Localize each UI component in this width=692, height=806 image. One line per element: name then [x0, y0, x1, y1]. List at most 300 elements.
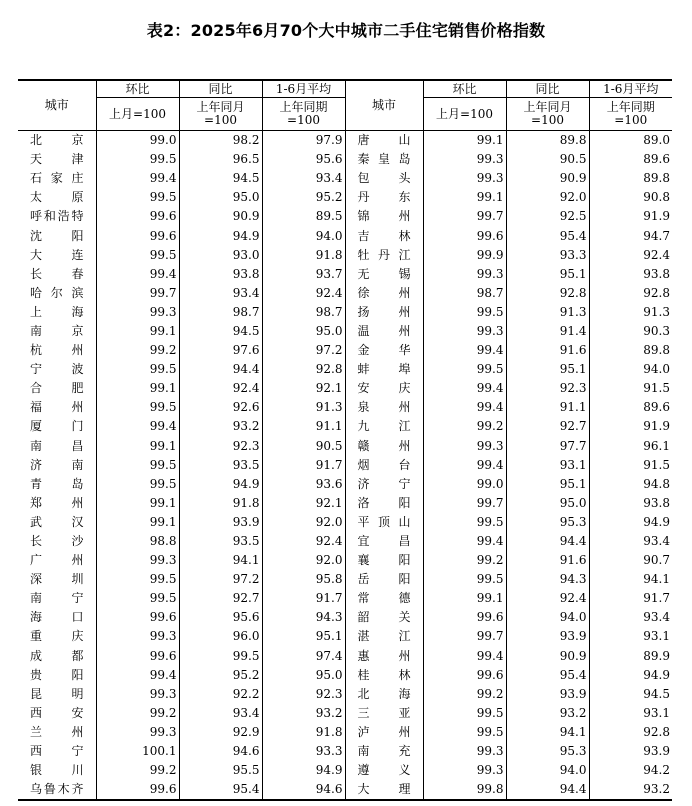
yoy-value-left: 97.2 [179, 570, 262, 589]
table-row [18, 475, 672, 494]
mom-value-left: 99.2 [96, 704, 179, 723]
table-row [18, 246, 672, 265]
yoy-value-left: 94.5 [179, 169, 262, 188]
city-name-left: 厦门 [18, 417, 96, 436]
mom-value-right: 99.7 [423, 627, 506, 646]
city-name-right: 秦皇岛 [345, 150, 423, 169]
header-yoy-right: 同比 [506, 80, 589, 98]
yoy-value-left: 92.4 [179, 379, 262, 398]
header-yoy-sub-line1: 上年同月 [196, 100, 245, 114]
avg-value-right: 91.9 [643, 209, 670, 224]
avg-value-right: 92.8 [643, 285, 670, 300]
avg-value-right: 89.6 [643, 152, 670, 167]
avg-value-left: 90.5 [262, 437, 345, 456]
table-row [18, 303, 672, 322]
table-row [18, 207, 672, 226]
avg-value-left: 92.0 [262, 551, 345, 570]
avg-value-right: 93.1 [643, 705, 670, 720]
mom-value-right: 99.4 [423, 341, 506, 360]
mom-value-left: 99.6 [96, 608, 179, 627]
mom-value-left: 99.5 [96, 188, 179, 207]
mom-value-right: 99.3 [423, 437, 506, 456]
yoy-value-left: 95.5 [179, 761, 262, 780]
header-yoy-sub-right [506, 98, 589, 131]
yoy-value-left: 92.2 [179, 685, 262, 704]
city-name-left: 石家庄 [18, 169, 96, 188]
table-row [18, 437, 672, 456]
table-row [18, 666, 672, 685]
city-name-right: 无锡 [345, 265, 423, 284]
yoy-value-right: 93.3 [506, 246, 589, 265]
mom-value-left: 99.3 [96, 685, 179, 704]
mom-value-left: 99.1 [96, 513, 179, 532]
mom-value-right: 99.4 [423, 456, 506, 475]
avg-value-left: 91.8 [262, 246, 345, 265]
avg-value-right: 91.9 [643, 419, 670, 434]
avg-value-right: 94.8 [643, 476, 670, 491]
yoy-value-right: 95.0 [506, 494, 589, 513]
table-row [18, 226, 672, 245]
header-mom-sub-right: 上月=100 [423, 98, 506, 131]
mom-value-left: 99.5 [96, 246, 179, 265]
mom-value-left: 99.4 [96, 417, 179, 436]
city-name-left: 南昌 [18, 437, 96, 456]
avg-value-right: 93.2 [589, 780, 672, 800]
city-name-right: 泸州 [345, 723, 423, 742]
city-name-left: 贵阳 [18, 666, 96, 685]
city-name-right: 济宁 [345, 475, 423, 494]
yoy-value-right: 91.6 [506, 551, 589, 570]
city-name-right: 惠州 [345, 647, 423, 666]
header-avg-sub-line1: 上年同期 [279, 100, 328, 114]
yoy-value-left: 92.6 [179, 398, 262, 417]
table-row [18, 761, 672, 780]
city-name-right: 徐州 [345, 284, 423, 303]
table-row [18, 341, 672, 360]
avg-value-left: 92.1 [262, 379, 345, 398]
yoy-value-left: 92.7 [179, 589, 262, 608]
yoy-value-right: 92.5 [506, 207, 589, 226]
avg-value-left: 94.6 [262, 780, 345, 800]
avg-value-right: 94.1 [643, 572, 670, 587]
yoy-value-left: 98.2 [179, 131, 262, 151]
table-row [18, 398, 672, 417]
city-name-left: 天津 [18, 150, 96, 169]
city-name-left: 西安 [18, 704, 96, 723]
city-name-left: 昆明 [18, 685, 96, 704]
yoy-value-right: 95.3 [506, 513, 589, 532]
mom-value-right: 99.2 [423, 551, 506, 570]
header-mom-left: 环比 [96, 80, 179, 98]
mom-value-left: 99.5 [96, 456, 179, 475]
city-name-left: 广州 [18, 551, 96, 570]
yoy-value-left: 95.0 [179, 188, 262, 207]
avg-value-left: 91.7 [262, 456, 345, 475]
yoy-value-left: 91.8 [179, 494, 262, 513]
mom-value-left: 99.6 [96, 207, 179, 226]
yoy-value-left: 95.4 [179, 780, 262, 800]
city-name-left: 大连 [18, 246, 96, 265]
avg-value-left: 92.3 [262, 685, 345, 704]
header-city-left: 城市 [18, 80, 96, 131]
yoy-value-left: 93.8 [179, 265, 262, 284]
avg-value-right: 89.0 [643, 133, 670, 148]
avg-value-left: 93.7 [262, 265, 345, 284]
city-name-right: 泉州 [345, 398, 423, 417]
header-avg-sub-line1: 上年同期 [606, 100, 655, 114]
city-name-left: 沈阳 [18, 226, 96, 245]
header-avg-left: 1-6月平均 [262, 80, 345, 98]
page-title: 表2：2025年6月70个大中城市二手住宅销售价格指数 [146, 21, 546, 40]
city-name-left: 西宁 [18, 742, 96, 761]
mom-value-right: 99.1 [423, 589, 506, 608]
table-row [18, 169, 672, 188]
avg-value-left: 97.4 [262, 647, 345, 666]
avg-value-right: 91.5 [643, 381, 670, 396]
avg-value-left: 92.8 [262, 360, 345, 379]
city-name-left: 南宁 [18, 589, 96, 608]
avg-value-left: 89.5 [262, 207, 345, 226]
mom-value-left: 99.1 [96, 494, 179, 513]
yoy-value-right: 97.7 [506, 437, 589, 456]
header-avg-sub-left [262, 98, 345, 131]
header-yoy-sub-line1: 上年同月 [523, 100, 572, 114]
table-body [18, 131, 672, 801]
yoy-value-left: 94.5 [179, 322, 262, 341]
table-row [18, 723, 672, 742]
mom-value-left: 99.3 [96, 551, 179, 570]
yoy-value-right: 91.6 [506, 341, 589, 360]
city-name-left: 宁波 [18, 360, 96, 379]
mom-value-left: 99.5 [96, 589, 179, 608]
avg-value-right: 94.5 [643, 686, 670, 701]
city-name-right: 蚌埠 [345, 360, 423, 379]
city-name-right: 南充 [345, 742, 423, 761]
avg-value-left: 95.0 [262, 322, 345, 341]
mom-value-right: 99.6 [423, 226, 506, 245]
city-name-right: 平顶山 [345, 513, 423, 532]
avg-value-right: 89.8 [643, 171, 670, 186]
avg-value-left: 92.4 [262, 532, 345, 551]
table-row [18, 322, 672, 341]
avg-value-left: 94.9 [262, 761, 345, 780]
avg-value-right: 93.8 [643, 495, 670, 510]
header-mom-sub-left: 上月=100 [96, 98, 179, 131]
city-name-left: 上海 [18, 303, 96, 322]
city-name-left: 长沙 [18, 532, 96, 551]
avg-value-left: 97.2 [262, 341, 345, 360]
city-name-right: 桂林 [345, 666, 423, 685]
header-yoy-sub-line2: =100 [204, 113, 237, 127]
table-row [18, 150, 672, 169]
yoy-value-right: 89.8 [506, 131, 589, 151]
yoy-value-left: 96.0 [179, 627, 262, 646]
table-row [18, 532, 672, 551]
mom-value-right: 99.3 [423, 742, 506, 761]
yoy-value-left: 93.4 [179, 704, 262, 723]
city-name-left: 海口 [18, 608, 96, 627]
yoy-value-left: 92.3 [179, 437, 262, 456]
mom-value-right: 99.5 [423, 513, 506, 532]
yoy-value-right: 91.1 [506, 398, 589, 417]
mom-value-right: 99.4 [423, 398, 506, 417]
header-yoy-sub-line2: =100 [531, 113, 564, 127]
mom-value-left: 99.4 [96, 666, 179, 685]
yoy-value-left: 94.1 [179, 551, 262, 570]
city-name-right: 烟台 [345, 456, 423, 475]
avg-value-right: 93.4 [643, 534, 670, 549]
mom-value-left: 99.6 [96, 647, 179, 666]
yoy-value-right: 93.2 [506, 704, 589, 723]
mom-value-left: 99.2 [96, 341, 179, 360]
city-name-left: 银川 [18, 761, 96, 780]
avg-value-left: 95.0 [262, 666, 345, 685]
avg-value-left: 93.6 [262, 475, 345, 494]
yoy-value-right: 92.0 [506, 188, 589, 207]
yoy-value-right: 95.1 [506, 360, 589, 379]
yoy-value-right: 94.0 [506, 608, 589, 627]
table-row [18, 284, 672, 303]
avg-value-right: 93.9 [643, 744, 670, 759]
city-name-left: 太原 [18, 188, 96, 207]
mom-value-left: 99.0 [96, 131, 179, 151]
table-row [18, 570, 672, 589]
table-row [18, 704, 672, 723]
avg-value-left: 91.8 [262, 723, 345, 742]
yoy-value-left: 99.5 [179, 647, 262, 666]
city-name-right: 吉林 [345, 226, 423, 245]
mom-value-right: 99.3 [423, 150, 506, 169]
yoy-value-right: 92.8 [506, 284, 589, 303]
city-name-right: 牡丹江 [345, 246, 423, 265]
avg-value-left: 91.1 [262, 417, 345, 436]
mom-value-right: 99.4 [423, 647, 506, 666]
yoy-value-right: 93.9 [506, 627, 589, 646]
yoy-value-left: 94.6 [179, 742, 262, 761]
header-avg-sub-line2: =100 [614, 113, 648, 127]
table-row [18, 685, 672, 704]
avg-value-left: 98.7 [262, 303, 345, 322]
mom-value-right: 99.7 [423, 207, 506, 226]
avg-value-right: 89.9 [643, 648, 670, 663]
yoy-value-right: 95.1 [506, 475, 589, 494]
mom-value-left: 99.1 [96, 322, 179, 341]
city-name-right: 丹东 [345, 188, 423, 207]
avg-value-right: 93.1 [643, 629, 670, 644]
avg-value-right: 94.7 [643, 228, 670, 243]
avg-value-left: 95.8 [262, 570, 345, 589]
city-name-left: 呼和浩特 [18, 207, 96, 226]
avg-value-right: 90.7 [643, 553, 670, 568]
yoy-value-right: 95.4 [506, 666, 589, 685]
city-name-right: 金华 [345, 341, 423, 360]
avg-value-left: 95.6 [262, 150, 345, 169]
city-name-right: 遵义 [345, 761, 423, 780]
mom-value-right: 99.5 [423, 704, 506, 723]
mom-value-right: 99.1 [423, 131, 506, 151]
mom-value-left: 99.5 [96, 475, 179, 494]
yoy-value-left: 95.2 [179, 666, 262, 685]
yoy-value-left: 92.9 [179, 723, 262, 742]
city-name-left: 乌鲁木齐 [18, 780, 96, 800]
city-name-right: 北海 [345, 685, 423, 704]
table-row [18, 188, 672, 207]
city-name-right: 大理 [345, 780, 423, 800]
yoy-value-left: 98.7 [179, 303, 262, 322]
city-name-right: 安庆 [345, 379, 423, 398]
header-city-right: 城市 [345, 80, 423, 131]
mom-value-left: 99.5 [96, 398, 179, 417]
yoy-value-right: 90.9 [506, 169, 589, 188]
city-name-left: 合肥 [18, 379, 96, 398]
yoy-value-left: 93.4 [179, 284, 262, 303]
avg-value-right: 90.3 [643, 323, 670, 338]
yoy-value-right: 92.4 [506, 589, 589, 608]
table-row [18, 551, 672, 570]
yoy-value-left: 93.5 [179, 456, 262, 475]
city-name-right: 三亚 [345, 704, 423, 723]
city-name-left: 哈尔滨 [18, 284, 96, 303]
avg-value-right: 94.2 [643, 763, 670, 778]
avg-value-right: 91.7 [643, 591, 670, 606]
city-name-left: 杭州 [18, 341, 96, 360]
yoy-value-right: 95.1 [506, 265, 589, 284]
city-name-left: 长春 [18, 265, 96, 284]
mom-value-right: 99.5 [423, 570, 506, 589]
city-name-left: 深圳 [18, 570, 96, 589]
yoy-value-left: 93.2 [179, 417, 262, 436]
mom-value-left: 99.7 [96, 284, 179, 303]
avg-value-left: 97.9 [262, 131, 345, 151]
yoy-value-right: 94.0 [506, 761, 589, 780]
city-name-left: 郑州 [18, 494, 96, 513]
yoy-value-left: 95.6 [179, 608, 262, 627]
avg-value-right: 90.8 [643, 190, 670, 205]
table-row [18, 494, 672, 513]
yoy-value-right: 95.4 [506, 226, 589, 245]
yoy-value-right: 94.1 [506, 723, 589, 742]
mom-value-right: 99.2 [423, 417, 506, 436]
avg-value-right: 91.5 [643, 457, 670, 472]
table-row [18, 627, 672, 646]
table-row [18, 742, 672, 761]
avg-value-left: 92.1 [262, 494, 345, 513]
avg-value-left: 91.7 [262, 589, 345, 608]
city-name-right: 岳阳 [345, 570, 423, 589]
mom-value-right: 99.8 [423, 780, 506, 800]
mom-value-left: 100.1 [96, 742, 179, 761]
avg-value-left: 94.0 [262, 226, 345, 245]
mom-value-right: 99.5 [423, 303, 506, 322]
city-name-right: 赣州 [345, 437, 423, 456]
header-yoy-sub-left [179, 98, 262, 131]
mom-value-right: 99.4 [423, 379, 506, 398]
header-yoy-left: 同比 [179, 80, 262, 98]
avg-value-left: 95.1 [262, 627, 345, 646]
price-index-table [18, 79, 672, 801]
mom-value-right: 99.0 [423, 475, 506, 494]
city-name-left: 北京 [18, 131, 96, 151]
yoy-value-left: 94.9 [179, 475, 262, 494]
yoy-value-left: 94.4 [179, 360, 262, 379]
header-avg-sub-right [589, 98, 672, 131]
city-name-left: 重庆 [18, 627, 96, 646]
mom-value-right: 99.3 [423, 322, 506, 341]
yoy-value-right: 95.3 [506, 742, 589, 761]
city-name-left: 武汉 [18, 513, 96, 532]
yoy-value-right: 94.4 [506, 780, 589, 800]
mom-value-right: 99.4 [423, 532, 506, 551]
yoy-value-left: 90.9 [179, 207, 262, 226]
avg-value-left: 93.3 [262, 742, 345, 761]
yoy-value-right: 91.4 [506, 322, 589, 341]
table-row [18, 647, 672, 666]
avg-value-right: 92.8 [643, 724, 670, 739]
city-name-left: 青岛 [18, 475, 96, 494]
yoy-value-left: 96.5 [179, 150, 262, 169]
table-row [18, 131, 672, 151]
mom-value-right: 98.7 [423, 284, 506, 303]
avg-value-left: 91.3 [262, 398, 345, 417]
city-name-right: 包头 [345, 169, 423, 188]
city-name-right: 襄阳 [345, 551, 423, 570]
avg-value-right: 93.8 [643, 266, 670, 281]
yoy-value-right: 94.3 [506, 570, 589, 589]
table-row [18, 417, 672, 436]
table-row [18, 265, 672, 284]
city-name-left: 福州 [18, 398, 96, 417]
mom-value-left: 99.5 [96, 360, 179, 379]
mom-value-left: 99.3 [96, 627, 179, 646]
avg-value-left: 94.3 [262, 608, 345, 627]
mom-value-left: 99.3 [96, 303, 179, 322]
avg-value-right: 94.9 [643, 514, 670, 529]
table-row [18, 780, 672, 800]
table-row [18, 608, 672, 627]
avg-value-left: 92.4 [262, 284, 345, 303]
yoy-value-right: 91.3 [506, 303, 589, 322]
avg-value-right: 89.6 [643, 400, 670, 415]
yoy-value-left: 93.5 [179, 532, 262, 551]
mom-value-right: 99.9 [423, 246, 506, 265]
avg-value-left: 93.4 [262, 169, 345, 188]
mom-value-right: 99.6 [423, 608, 506, 627]
yoy-value-right: 90.9 [506, 647, 589, 666]
header-row-top [18, 80, 672, 98]
mom-value-left: 99.6 [96, 780, 179, 800]
yoy-value-left: 93.0 [179, 246, 262, 265]
table-row [18, 513, 672, 532]
mom-value-left: 99.6 [96, 226, 179, 245]
header-avg-sub-line2: =100 [287, 113, 320, 127]
city-name-right: 锦州 [345, 207, 423, 226]
table-row [18, 379, 672, 398]
city-name-right: 常德 [345, 589, 423, 608]
city-name-right: 宜昌 [345, 532, 423, 551]
header-avg-right: 1-6月平均 [589, 80, 672, 98]
mom-value-left: 99.4 [96, 169, 179, 188]
avg-value-right: 93.4 [643, 610, 670, 625]
mom-value-right: 99.3 [423, 265, 506, 284]
mom-value-right: 99.6 [423, 666, 506, 685]
table-row [18, 456, 672, 475]
city-name-right: 韶关 [345, 608, 423, 627]
mom-value-left: 99.1 [96, 379, 179, 398]
avg-value-left: 93.2 [262, 704, 345, 723]
city-name-right: 温州 [345, 322, 423, 341]
header-mom-right: 环比 [423, 80, 506, 98]
mom-value-right: 99.1 [423, 188, 506, 207]
